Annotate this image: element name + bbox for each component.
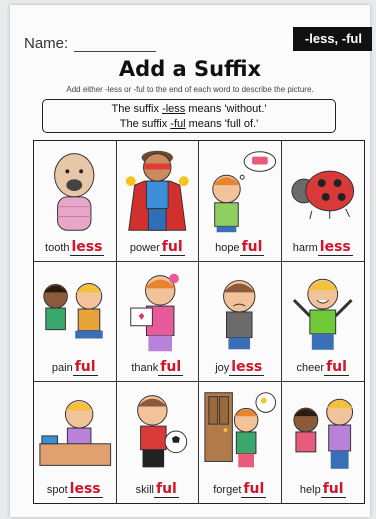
- cleaning-girl-icon: [34, 386, 116, 476]
- picture-grid: [33, 140, 365, 504]
- helping-kids-icon: [282, 386, 365, 476]
- name-label: Name:: [24, 35, 69, 52]
- superhero-icon: [117, 145, 199, 235]
- cell-spot: spot less: [34, 382, 117, 503]
- rule-ful: The suffix -ful means 'full of.': [119, 118, 259, 130]
- forgetful-girl-icon: [199, 386, 281, 476]
- suffix-answer: less: [69, 480, 101, 497]
- rule-less: The suffix -less means 'without.': [111, 103, 267, 115]
- suffix-answer: ful: [326, 359, 347, 376]
- suffix-answer: less: [319, 238, 351, 255]
- suffix-answer: ful: [161, 238, 183, 255]
- cell-hope: hope ful: [199, 141, 282, 262]
- suffix-answer: less: [231, 359, 263, 376]
- suffix-answer: ful: [322, 480, 344, 497]
- suffix-rules-box: [42, 99, 336, 133]
- sad-boy-icon: [199, 266, 281, 356]
- suffix-answer: ful: [243, 480, 265, 497]
- hoping-boy-icon: [199, 145, 281, 235]
- cell-thank: thank ful: [117, 262, 200, 383]
- suffix-tag: -less, -ful: [293, 27, 372, 51]
- cell-forget: forget ful: [199, 382, 282, 503]
- soccer-boy-icon: [117, 386, 199, 476]
- worksheet-page: [10, 5, 370, 517]
- cell-tooth: tooth less: [34, 141, 117, 262]
- suffix-answer: less: [71, 238, 103, 255]
- cell-joy: joy less: [199, 262, 282, 383]
- toothless-baby-icon: [34, 145, 116, 235]
- hurt-kids-icon: [34, 266, 116, 356]
- cell-cheer: cheer ful: [282, 262, 365, 383]
- ladybug-icon: [282, 145, 365, 235]
- cell-pain: pain ful: [34, 262, 117, 383]
- cell-skill: skill ful: [117, 382, 200, 503]
- page-title: Add a Suffix: [118, 57, 262, 81]
- cell-power: power ful: [117, 141, 200, 262]
- suffix-answer: ful: [74, 359, 96, 376]
- cheering-boy-icon: [282, 266, 365, 356]
- suffix-answer: ful: [160, 359, 182, 376]
- suffix-answer: ful: [155, 480, 177, 497]
- name-row: [24, 35, 156, 52]
- cell-harm: harm less: [282, 141, 365, 262]
- name-blank-line[interactable]: [74, 37, 156, 52]
- instructions: Add either -less or -ful to the end of each word to describe the picture.: [66, 85, 314, 94]
- thank-you-girl-icon: [117, 266, 199, 356]
- cell-help: help ful: [282, 382, 365, 503]
- suffix-answer: ful: [241, 238, 263, 255]
